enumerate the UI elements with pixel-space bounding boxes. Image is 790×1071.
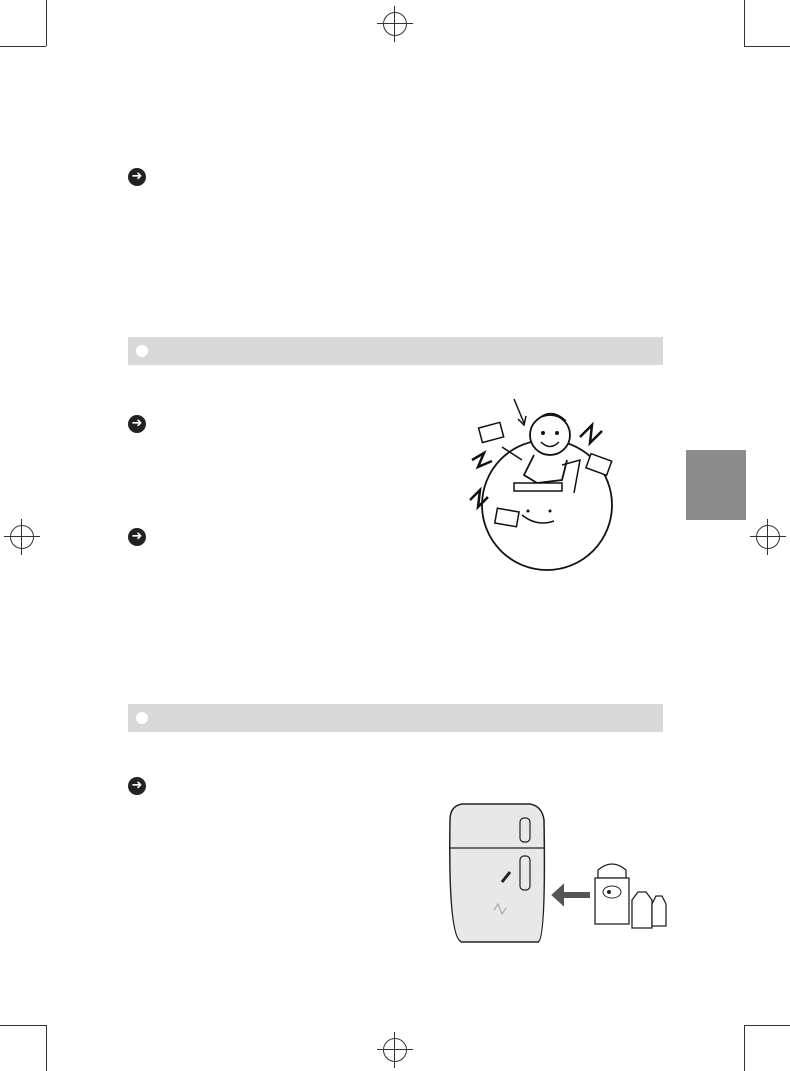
bullet-icon: [136, 345, 148, 357]
boy-sending-mail-illustration: [462, 365, 632, 580]
level-side-tab: [686, 450, 746, 520]
crop-mark: [0, 46, 46, 47]
registration-mark-icon: [377, 1032, 413, 1068]
crop-mark: [46, 1025, 47, 1071]
arrow-right-icon: ➜: [128, 415, 146, 433]
registration-mark-icon: [377, 6, 413, 42]
crop-mark: [46, 0, 47, 46]
registration-mark-icon: [750, 519, 786, 555]
bullet-icon: [136, 712, 148, 724]
crop-mark: [744, 1025, 790, 1026]
arrow-right-icon: ➜: [128, 168, 146, 186]
crop-mark: [0, 1025, 46, 1026]
section-header-person-object: [128, 337, 663, 365]
crop-mark: [744, 1025, 745, 1071]
arrow-right-icon: ➜: [128, 528, 146, 546]
crop-mark: [744, 0, 745, 46]
section-header-thing-place-object: [128, 704, 663, 732]
crop-mark: [744, 46, 790, 47]
registration-mark-icon: [4, 519, 40, 555]
fridge-and-milk-illustration: [440, 800, 680, 950]
arrow-right-icon: ➜: [128, 777, 146, 795]
